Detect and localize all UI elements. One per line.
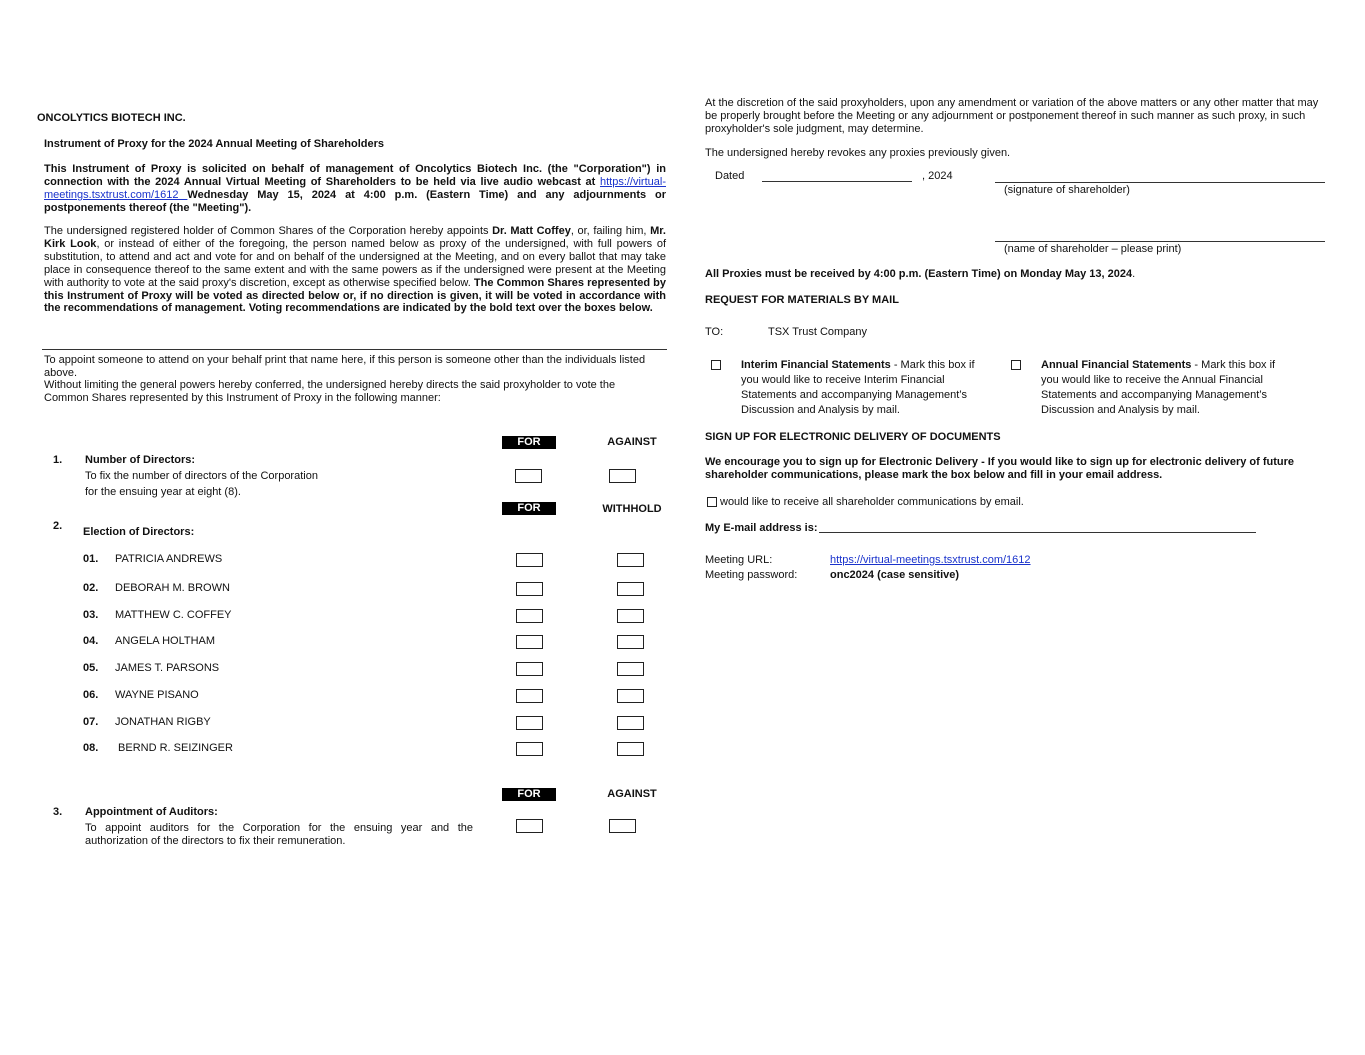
nominee-for-checkbox[interactable]: [516, 635, 543, 649]
meeting-url-link[interactable]: https://virtual-meetings.tsxtrust.com/1612: [830, 554, 1031, 566]
item3-number: 3.: [53, 806, 63, 818]
meeting-url-label: Meeting URL:: [705, 554, 773, 566]
proxy-name-1: Dr. Matt Coffey: [492, 225, 571, 237]
shareholder-name-field[interactable]: [995, 241, 1325, 242]
item2-for-header: FOR: [502, 502, 556, 515]
intro-text-2: Wednesday May 15, 2024 at 4:00 p.m. (Eastern Time) and any adjournments or postponements thereof (the "Meeting").: [44, 189, 666, 214]
annual-statements-text: [1041, 358, 1286, 418]
interim-statements-text: [741, 358, 986, 418]
item2-title: Election of Directors:: [83, 526, 195, 538]
dated-label: Dated: [715, 170, 745, 182]
nominee-withhold-checkbox[interactable]: [617, 582, 644, 596]
item1-for-checkbox[interactable]: [515, 469, 542, 483]
proxy-name-2: Mr. Kirk Look: [44, 225, 666, 250]
to-value: TSX Trust Company: [768, 326, 868, 338]
nominee-number: 03.: [83, 609, 99, 621]
item3-text: To appoint auditors for the Corporation for the ensuing year and the authorization of the directors to fix their remuneration.: [85, 822, 473, 847]
item3-against-header: AGAINST: [607, 788, 657, 800]
nominee-for-checkbox[interactable]: [516, 689, 543, 703]
nominee-number: 07.: [83, 716, 99, 728]
meeting-password-value: onc2024 (case sensitive): [830, 569, 960, 581]
interim-statements-checkbox[interactable]: [711, 360, 721, 370]
edelivery-heading: SIGN UP FOR ELECTRONIC DELIVERY OF DOCUMENTS: [705, 431, 1001, 443]
edelivery-text: We encourage you to sign up for Electronic Delivery - If you would like to sign up for electronic delivery of future shareholder communications, please mark the box below and fill in your email address.: [705, 456, 1294, 481]
year-label: , 2024: [922, 170, 953, 182]
form-title: Instrument of Proxy for the 2024 Annual Meeting of Shareholders: [44, 138, 385, 150]
nominee-for-checkbox[interactable]: [516, 582, 543, 596]
annual-statements-checkbox[interactable]: [1011, 360, 1021, 370]
webcast-link[interactable]: https://virtual-meetings.tsxtrust.com/1612: [44, 176, 666, 201]
meeting-password-label: Meeting password:: [705, 569, 798, 581]
signature-caption: (signature of shareholder): [1004, 184, 1130, 196]
company-name: ONCOLYTICS BIOTECH INC.: [37, 112, 186, 124]
item1-number: 1.: [53, 454, 63, 466]
nominee-withhold-checkbox[interactable]: [617, 609, 644, 623]
nominee-number: 05.: [83, 662, 99, 674]
nominee-for-checkbox[interactable]: [516, 553, 543, 567]
appoint-text-bold: The Common Shares represented by this Instrument of Proxy will be voted as directed below or, if no direction is given, it will be voted in accordance with the recommendations of management. Voting recommendations are indicated by the bold text over the boxes below.: [44, 276, 666, 315]
date-field[interactable]: [762, 181, 912, 182]
nominee-for-checkbox[interactable]: [516, 742, 543, 756]
item1-line2: for the ensuing year at eight (8).: [85, 486, 241, 498]
nominee-withhold-checkbox[interactable]: [617, 662, 644, 676]
appoint-text-2: , or, failing him,: [570, 225, 651, 237]
nominee-number: 08.: [83, 742, 99, 754]
nominee-name: WAYNE PISANO: [115, 689, 199, 701]
nominee-withhold-checkbox[interactable]: [617, 716, 644, 730]
proxy-name-line[interactable]: [42, 349, 667, 350]
email-delivery-checkbox[interactable]: [707, 497, 717, 507]
appoint-text-1: The undersigned registered holder of Common Shares of the Corporation hereby appoints: [44, 225, 493, 237]
deadline-end: .: [1132, 268, 1136, 280]
name-caption: (name of shareholder – please print): [1004, 243, 1182, 255]
nominee-withhold-checkbox[interactable]: [617, 553, 644, 567]
interim-desc: - Mark this box if you would like to receive Interim Financial Statements and accompanying Management’s Discussion and Analysis by mail.: [741, 359, 975, 416]
item2-withhold-header: WITHHOLD: [602, 503, 662, 515]
request-heading: REQUEST FOR MATERIALS BY MAIL: [705, 294, 899, 306]
email-input-line[interactable]: [819, 532, 1256, 533]
interim-title: Interim Financial Statements: [741, 359, 891, 371]
appointment-paragraph: [44, 225, 666, 315]
deadline-text: [705, 268, 1135, 280]
item2-number: 2.: [53, 520, 63, 532]
item1-against-header: AGAINST: [607, 436, 657, 448]
item3-title: Appointment of Auditors:: [85, 806, 218, 818]
nominee-for-checkbox[interactable]: [516, 716, 543, 730]
item3-for-checkbox[interactable]: [516, 819, 543, 833]
nominee-name: JAMES T. PARSONS: [115, 662, 220, 674]
email-delivery-label: would like to receive all shareholder communications by email.: [720, 496, 1024, 508]
item3-against-checkbox[interactable]: [609, 819, 636, 833]
intro-text-1: This Instrument of Proxy is solicited on behalf of management of Oncolytics Biotech Inc. (the "Corporation") in connection with the 2024 Annual Virtual Meeting of Shareholders to be held via live audio webcast at: [44, 163, 666, 188]
nominee-number: 06.: [83, 689, 99, 701]
annual-title: Annual Financial Statements: [1041, 359, 1192, 371]
intro-paragraph: [44, 163, 666, 215]
appoint-text-3: , or instead of either of the foregoing, the person named below as proxy of the undersigned, with full powers of substitution, to attend and act and vote for and on behalf of the undersigned at the Meeting, and on every ballot that may take place in consequence thereof to the same extent and with the same powers as if the undersigned were present at the Meeting with authority to vote at the said proxy's discretion, except as otherwise specified below.: [44, 237, 667, 289]
nominee-name: BERND R. SEIZINGER: [115, 742, 233, 754]
nominee-number: 01.: [83, 553, 99, 565]
item1-line1: To fix the number of directors of the Corporation: [85, 470, 318, 482]
nominee-name: DEBORAH M. BROWN: [115, 582, 230, 594]
signature-field[interactable]: [995, 182, 1325, 183]
nominee-withhold-checkbox[interactable]: [617, 742, 644, 756]
proxy-name-caption: To appoint someone to attend on your behalf print that name here, if this person is someone other than the individuals listed above.: [44, 354, 646, 379]
nominee-number: 02.: [83, 582, 99, 594]
nominee-withhold-checkbox[interactable]: [617, 635, 644, 649]
annual-desc: - Mark this box if you would like to receive the Annual Financial Statements and accompanying Management’s Discussion and Analysis by mail.: [1041, 359, 1276, 416]
deadline-bold: All Proxies must be received by 4:00 p.m. (Eastern Time) on Monday May 13, 2024: [705, 268, 1133, 280]
nominee-name: ANGELA HOLTHAM: [115, 635, 216, 647]
directs-paragraph: Without limiting the general powers hereby conferred, the undersigned hereby directs the said proxyholder to vote the Common Shares represented by this Instrument of Proxy in the following manner:: [44, 379, 616, 404]
nominee-number: 04.: [83, 635, 99, 647]
item1-title: Number of Directors:: [85, 454, 196, 466]
email-label: My E-mail address is:: [705, 522, 818, 534]
nominee-name: PATRICIA ANDREWS: [115, 553, 223, 565]
item3-for-header: FOR: [502, 788, 556, 801]
nominee-withhold-checkbox[interactable]: [617, 689, 644, 703]
nominee-for-checkbox[interactable]: [516, 609, 543, 623]
revokes-text: The undersigned hereby revokes any proxies previously given.: [705, 147, 1011, 159]
nominee-name: MATTHEW C. COFFEY: [115, 609, 232, 621]
item1-for-header: FOR: [502, 436, 556, 449]
to-label: TO:: [705, 326, 724, 338]
nominee-name: JONATHAN RIGBY: [115, 716, 211, 728]
nominee-for-checkbox[interactable]: [516, 662, 543, 676]
item1-against-checkbox[interactable]: [609, 469, 636, 483]
discretion-paragraph: At the discretion of the said proxyholders, upon any amendment or variation of the above matters or any other matter that may be properly brought before the Meeting or any adjournment or postponement thereof in such manner as such proxy, in such proxyholder's sole judgment, may determine.: [705, 97, 1319, 135]
